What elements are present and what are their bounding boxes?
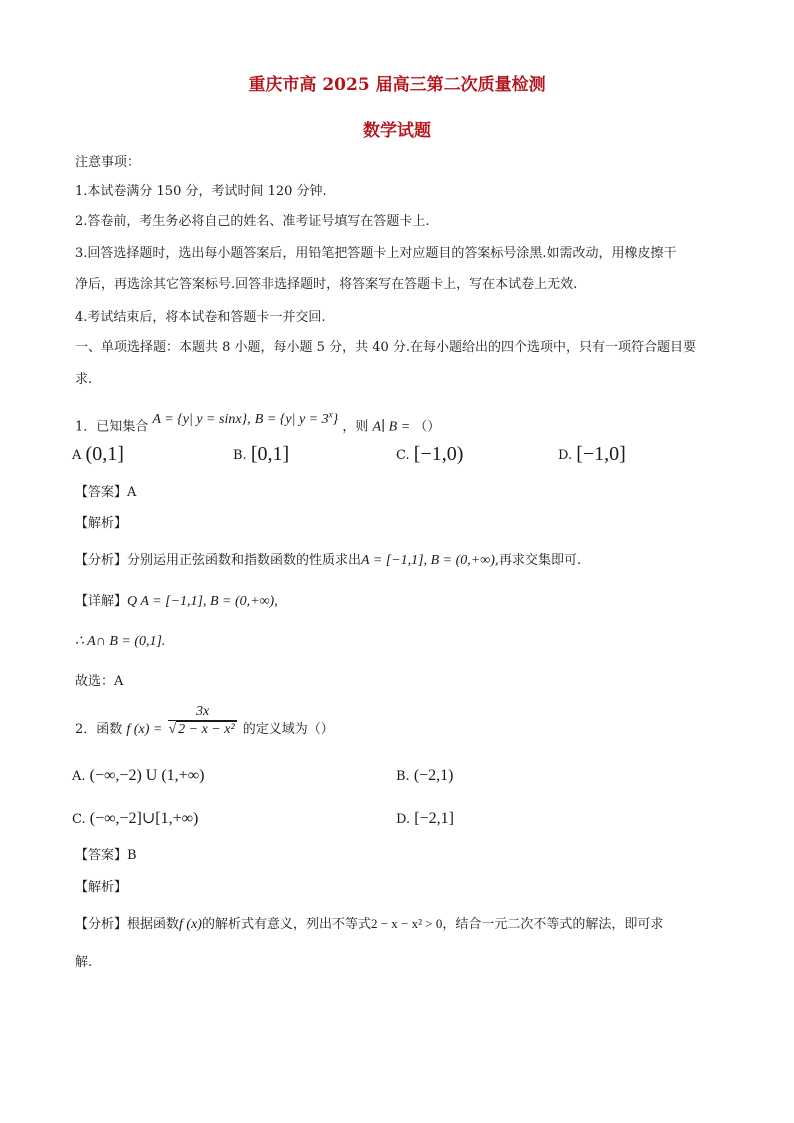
note-2: 2.答卷前，考生务必将自己的姓名、准考证号填写在答题卡上. [75, 214, 430, 229]
q2-fraction: $\frac{3x}{\text{√ 2 − x − x²}}$ [168, 704, 235, 737]
q1-analysis-heading: 【解析】 [75, 516, 128, 531]
q1-option-d [558, 445, 626, 464]
q1-expression: A∣ B = [372, 419, 411, 435]
q1-fenxi [75, 553, 581, 569]
q2-prefix: 2．函数 [75, 722, 123, 737]
q1-set-b: B = {y| $y = 3^x$} [254, 409, 339, 427]
q2-option-a-label: A. [72, 769, 86, 784]
q2-fenxi-mid: 的解析式有意义，列出不等式 [201, 917, 371, 932]
q1-paren: （） [414, 419, 441, 435]
q2-fenxi-line-2: 解. [75, 955, 93, 970]
q1-option-c-label: C. [396, 448, 410, 463]
q1-therefore [75, 634, 165, 650]
q1-prefix: 1．已知集合 [75, 419, 149, 435]
q1-fenxi-math: A = [−1,1], B = (0,+∞) [361, 553, 495, 568]
q2-option-a-value: (−∞,−2) U (1,+∞) [89, 767, 205, 784]
page-title: 重庆市高 2025 届高三第二次质量检测 [248, 75, 546, 95]
q2-option-a [72, 768, 204, 785]
note-3-line-2: 净后，再选涂其它答案标号.回答非选择题时，将答案写在答题卡上，写在本试卷上无效. [75, 277, 578, 292]
q2-suffix: 的定义域为（） [242, 722, 334, 737]
q2-option-c-value: (−∞,−2]∪[1,+∞) [89, 810, 199, 827]
q1-option-b [233, 445, 289, 464]
note-4: 4.考试结束后，将本试卷和答题卡一并交回. [75, 310, 326, 325]
q2-option-b-value: (−2,1) [413, 767, 454, 784]
q2-option-d-value: [−2,1] [414, 810, 454, 827]
q2-option-c-label: C. [72, 812, 86, 827]
q2-function: f (x) = [126, 722, 163, 737]
notes-heading: 注意事项： [75, 155, 141, 170]
q2-fenxi-suffix: ，结合一元二次不等式的解法，即可求 [442, 917, 664, 932]
q2-option-c [72, 811, 198, 828]
q1-set-a: A = {y| y = sinx} [152, 411, 248, 427]
q1-fenxi-prefix: 【分析】分别运用正弦函数和指数函数的性质求出 [75, 553, 362, 568]
q1-stem: 1．已知集合 A = {y| y = sinx}, B = {y| $y = 3^x$} ，则 A∣ B = （） [75, 409, 441, 435]
q2-option-b [396, 768, 454, 785]
q2-option-d-label: D. [396, 812, 411, 827]
q1-therefore-math: ∴ A∩ B = (0,1]. [75, 634, 166, 649]
q1-option-d-label: D. [558, 448, 573, 463]
q2-answer: 【答案】B [75, 848, 137, 863]
q1-fenxi-suffix: ,再求交集即可. [494, 553, 582, 568]
q1-option-c [396, 445, 463, 464]
q2-analysis-heading: 【解析】 [75, 880, 128, 895]
q1-option-d-value: [−1,0] [576, 443, 626, 465]
q2-fenxi [75, 916, 663, 933]
note-1: 1.本试卷满分 150 分，考试时间 120 分钟. [75, 184, 327, 199]
q1-option-c-value: [−1,0) [413, 443, 464, 465]
q1-answer: 【答案】A [75, 485, 137, 500]
q2-stem [75, 702, 334, 737]
section-1-intro-cont: 求. [75, 372, 93, 387]
section-1-intro: 一、单项选择题：本题共 8 小题，每小题 5 分，共 40 分.在每小题给出的四个选项中，只有一项符合题目要 [75, 340, 697, 355]
q2-numerator: 3x [168, 704, 236, 721]
q1-detail [75, 594, 278, 610]
q1-detail-math: Q A = [−1,1], B = (0,+∞), [127, 594, 278, 609]
q2-option-b-label: B. [396, 769, 410, 784]
q1-option-a-label: A [72, 448, 82, 463]
q1-option-a [72, 445, 124, 464]
q1-option-a-value: (0,1] [85, 443, 124, 465]
q1-choice: 故选：A [75, 674, 124, 689]
q2-denominator: 2 − x − x² [178, 722, 235, 737]
q1-detail-prefix: 【详解】 [75, 594, 128, 609]
q1-tail: ，则 [342, 419, 369, 435]
q2-fenxi-prefix: 【分析】根据函数 [75, 917, 180, 932]
q2-fenxi-function: f (x) [179, 917, 202, 932]
q2-option-d [396, 811, 454, 828]
q2-fenxi-inequality: 2 − x − x² > 0 [370, 916, 443, 931]
note-3-line-1: 3.回答选择题时，选出每小题答案后，用铅笔把答题卡上对应题目的答案标号涂黑.如需改动，用橡皮擦干 [75, 246, 677, 261]
page-subtitle: 数学试题 [363, 121, 431, 141]
q1-option-b-label: B. [233, 448, 247, 463]
q1-option-b-value: [0,1] [250, 443, 290, 465]
